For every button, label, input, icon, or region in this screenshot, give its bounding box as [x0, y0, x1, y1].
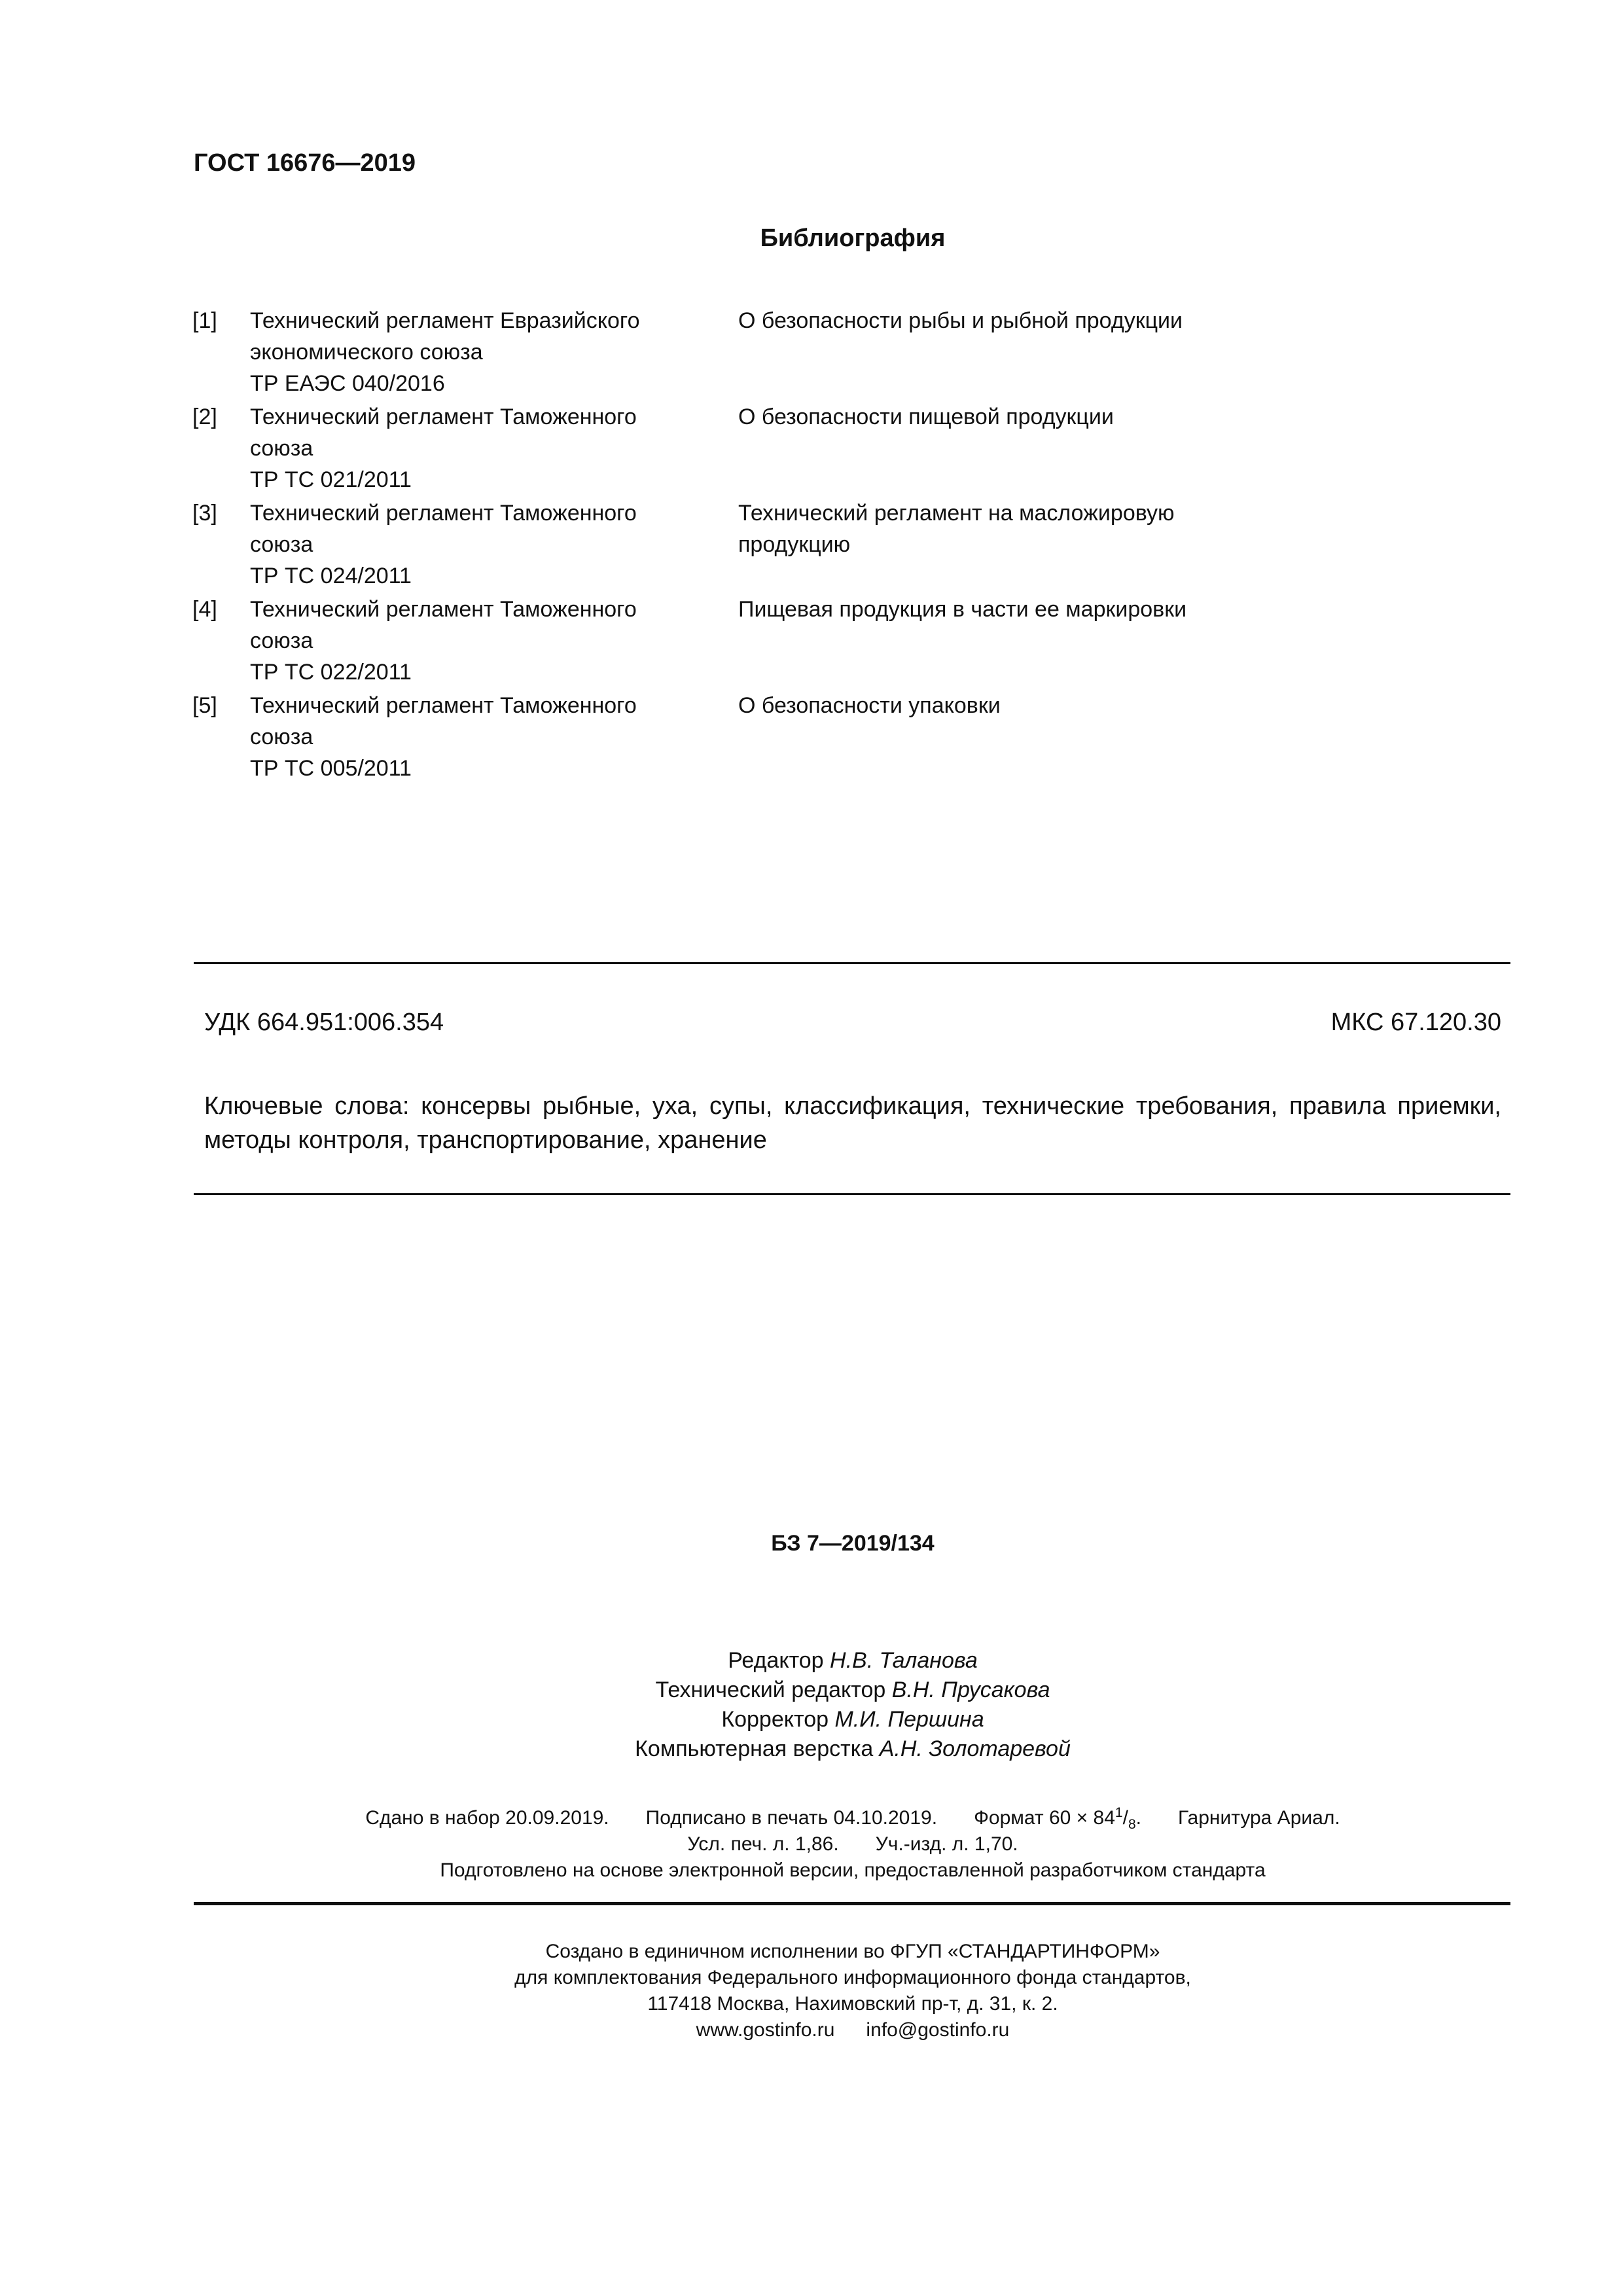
- entry-document-line: Технический регламент Таможенного: [250, 404, 637, 429]
- bz-code: БЗ 7—2019/134: [771, 1531, 935, 1556]
- divider-publisher: [194, 1902, 1510, 1905]
- entry-description-line: Пищевая продукция в части ее маркировки: [738, 597, 1187, 622]
- signed-date: Подписано в печать 04.10.2019.: [645, 1807, 938, 1829]
- entry-document-line: союза: [250, 532, 313, 557]
- format-prefix: Формат 60 × 84: [974, 1807, 1115, 1829]
- entry-document-line: ТР ЕАЭС 040/2016: [250, 371, 445, 396]
- entry-document: [250, 305, 721, 399]
- submitted-date: Сдано в набор 20.09.2019.: [365, 1807, 609, 1829]
- udk-code: УДК 664.951:006.354: [204, 1009, 444, 1036]
- entry-document-line: Технический регламент Таможенного: [250, 597, 637, 622]
- document-code: ГОСТ 16676—2019: [194, 149, 416, 177]
- typeface: Гарнитура Ариал.: [1177, 1807, 1340, 1829]
- keywords: Ключевые слова: консервы рыбные, уха, супы, классификация, технические требования, правила приемки, методы контроля, транспортирование, хранение: [204, 1092, 1501, 1154]
- bibliography-title: Библиография: [760, 224, 946, 252]
- entry-document: [250, 594, 721, 688]
- entry-document-line: союза: [250, 628, 313, 653]
- entry-document-line: ТР ТС 005/2011: [250, 756, 412, 781]
- credit-line: [0, 1705, 1623, 1734]
- prepared-note: Подготовлено на основе электронной версии, предоставленной разработчиком стандарта: [440, 1859, 1266, 1881]
- credit-person: М.И. Першина: [834, 1707, 984, 1732]
- entry-number: [4]: [192, 597, 217, 622]
- entry-description-line: О безопасности пищевой продукции: [738, 404, 1114, 429]
- divider-bottom: [194, 1193, 1510, 1195]
- entry-description-line: продукцию: [738, 532, 851, 557]
- bibliography-entry: [192, 401, 1344, 497]
- credit-role: Редактор: [728, 1648, 824, 1673]
- publication-sheets: Уч.-изд. л. 1,70.: [875, 1833, 1018, 1855]
- entry-number: [2]: [192, 404, 217, 429]
- entry-description: [738, 305, 1327, 336]
- bibliography-entry: [192, 594, 1344, 690]
- credit-line: [0, 1676, 1623, 1705]
- entry-document: [250, 690, 721, 784]
- entry-description: [738, 690, 1327, 721]
- mks-code: МКС 67.120.30: [1330, 1009, 1501, 1036]
- print-info-line-1: [0, 1805, 1623, 1831]
- credit-person: А.Н. Золотаревой: [879, 1736, 1071, 1761]
- credits: [0, 1646, 1623, 1764]
- publisher-line: для комплектования Федерального информационного фонда стандартов,: [514, 1967, 1191, 1988]
- entry-number: [5]: [192, 693, 217, 718]
- entry-description: [738, 401, 1327, 433]
- entry-document-line: ТР ТС 021/2011: [250, 467, 412, 492]
- credit-line: [0, 1734, 1623, 1764]
- publisher-info: [0, 1939, 1623, 2043]
- print-sheets: Усл. печ. л. 1,86.: [687, 1833, 839, 1855]
- credit-person: В.Н. Прусакова: [891, 1677, 1050, 1702]
- bibliography-list: [192, 305, 1344, 786]
- entry-description: [738, 594, 1327, 625]
- email-link[interactable]: info@gostinfo.ru: [866, 2019, 1010, 2041]
- entry-number: [3]: [192, 501, 217, 526]
- publisher-line: Создано в единичном исполнении во ФГУП «СТАНДАРТИНФОРМ»: [545, 1941, 1160, 1962]
- publisher-contacts: [0, 2017, 1623, 2043]
- entry-document-line: Технический регламент Таможенного: [250, 501, 637, 526]
- bibliography-entry: [192, 497, 1344, 594]
- bibliography-entry: [192, 305, 1344, 401]
- entry-document-line: Технический регламент Евразийского: [250, 308, 640, 333]
- entry-description: [738, 497, 1327, 560]
- entry-document: [250, 401, 721, 495]
- entry-description-line: О безопасности упаковки: [738, 693, 1001, 718]
- format-numerator: 1: [1115, 1805, 1123, 1820]
- divider-top: [194, 962, 1510, 964]
- entry-document-line: ТР ТС 024/2011: [250, 564, 412, 588]
- publisher-address: 117418 Москва, Нахимовский пр-т, д. 31, к. 2.: [647, 1993, 1058, 2015]
- entry-document-line: союза: [250, 436, 313, 461]
- format-suffix: .: [1135, 1807, 1141, 1829]
- entry-description-line: Технический регламент на масложировую: [738, 501, 1175, 526]
- entry-description-line: О безопасности рыбы и рыбной продукции: [738, 308, 1183, 333]
- entry-document: [250, 497, 721, 592]
- entry-document-line: Технический регламент Таможенного: [250, 693, 637, 718]
- credit-line: [0, 1646, 1623, 1676]
- format-slash: /: [1122, 1807, 1128, 1829]
- format-denominator: 8: [1128, 1817, 1136, 1832]
- credit-role: Компьютерная верстка: [635, 1736, 874, 1761]
- credit-role: Корректор: [721, 1707, 829, 1732]
- bibliography-entry: [192, 690, 1344, 786]
- entry-number: [1]: [192, 308, 217, 333]
- credit-role: Технический редактор: [655, 1677, 886, 1702]
- website-link[interactable]: www.gostinfo.ru: [696, 2019, 835, 2041]
- credit-person: Н.В. Таланова: [830, 1648, 978, 1673]
- entry-document-line: экономического союза: [250, 340, 483, 365]
- entry-document-line: ТР ТС 022/2011: [250, 660, 412, 685]
- print-info: [0, 1805, 1623, 1884]
- print-info-line-2: [0, 1831, 1623, 1857]
- format: [974, 1805, 1141, 1832]
- entry-document-line: союза: [250, 725, 313, 749]
